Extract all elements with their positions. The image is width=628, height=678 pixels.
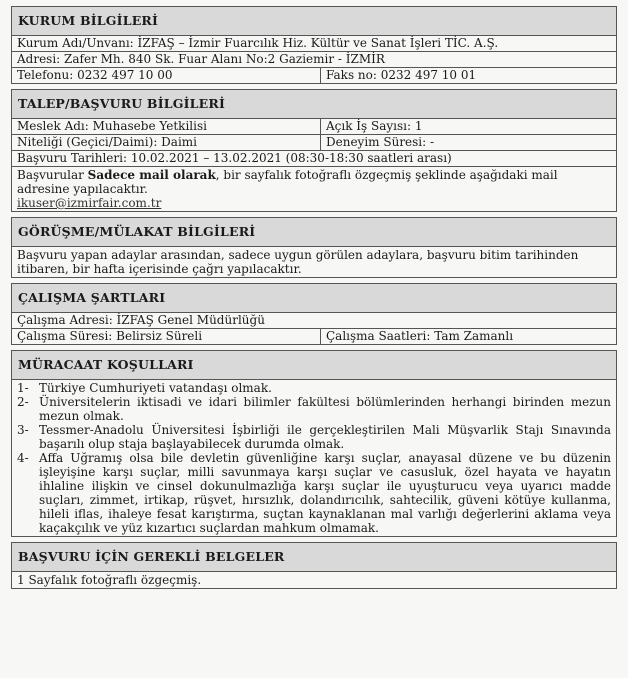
list-item-number: 2- <box>17 395 29 409</box>
apply-text-pre: Başvurular <box>17 168 88 182</box>
calisma-address-row <box>11 313 617 329</box>
kurum-name: Kurum Adı/Unvanı: İZFAŞ – İzmir Fuarcılık Hiz. Kültür ve Sanat İşleri TİC. A.Ş. <box>17 36 499 50</box>
talep-experience: Deneyim Süresi: - <box>320 135 616 150</box>
kurum-name-row <box>11 36 617 52</box>
section-heading-kurum: KURUM BİLGİLERİ <box>11 6 617 36</box>
kurum-fax: Faks no: 0232 497 10 01 <box>320 68 616 83</box>
muracaat-list-block <box>11 380 617 537</box>
talep-job-row <box>11 119 617 135</box>
list-item-text: Türkiye Cumhuriyeti vatandaşı olmak. <box>39 381 272 395</box>
list-item-text: Üniversitelerin iktisadi ve idari bilimler fakültesi bölümlerinden herhangi birinden mezun mezun olmak. <box>39 395 611 423</box>
talep-dates: Başvuru Tarihleri: 10.02.2021 – 13.02.2021 (08:30-18:30 saatleri arası) <box>17 151 452 165</box>
talep-apply-info <box>11 167 617 212</box>
kurum-address-row <box>11 52 617 68</box>
list-item <box>17 395 611 423</box>
calisma-duration-row <box>11 329 617 345</box>
gorusme-text: Başvuru yapan adaylar arasından, sadece uygun görülen adaylara, başvuru bitim tarihinden itibaren, bir hafta içerisinde çağrı yapılacaktır. <box>11 247 617 278</box>
kurum-address: Adresi: Zafer Mh. 840 Sk. Fuar Alanı No:2 Gaziemir - İZMİR <box>17 52 385 66</box>
talep-job: Meslek Adı: Muhasebe Yetkilisi <box>17 119 207 133</box>
list-item-number: 3- <box>17 423 29 437</box>
list-item-number: 1- <box>17 381 29 395</box>
talep-type-row <box>11 135 617 151</box>
muracaat-list <box>17 381 611 535</box>
kurum-contact-row <box>11 68 617 84</box>
talep-openings: Açık İş Sayısı: 1 <box>320 119 616 134</box>
talep-dates-row <box>11 151 617 167</box>
section-heading-belgeler: BAŞVURU İÇİN GEREKLİ BELGELER <box>11 542 617 572</box>
calisma-hours: Çalışma Saatleri: Tam Zamanlı <box>320 329 616 344</box>
talep-type: Niteliği (Geçici/Daimi): Daimi <box>17 135 197 149</box>
section-heading-gorusme: GÖRÜŞME/MÜLAKAT BİLGİLERİ <box>11 217 617 247</box>
list-item-text: Affa Uğramış olsa bile devletin güvenliğine karşı suçlar, anayasal düzene ve bu düzenin işleyişine karşı suçlar, milli savunmaya karşı suçlar ve casusluk, özel hayata ve hayatın ihlaline ilişkin ve cinsel dokunulmazlığa karşı suçlar ile uyuşturucu veya uyarıcı madde suçları, zimmet, irtikap, rüşvet, hırsızlık, dolandırıcılık, sahtecilik, güveni kötüye kullanma, hileli iflas, ihaleye fesat karıştırma, suçtan kaynaklanan mal varlığı değerlerini aklama veya kaçakçılık ve yüz kızartıcı suçlardan mahkum olmamak. <box>39 451 611 535</box>
list-item-text: Tessmer-Anadolu Üniversitesi İşbirliği ile gerçekleştirilen Mali Müşvarlik Stajı Sınavında başarılı olup staja başlayabilecek durumda olmak. <box>39 423 611 451</box>
section-heading-muracaat: MÜRACAAT KOŞULLARI <box>11 350 617 380</box>
kurum-phone: Telefonu: 0232 497 10 00 <box>17 68 173 82</box>
list-item <box>17 381 611 395</box>
job-posting-document <box>11 6 617 589</box>
calisma-address: Çalışma Adresi: İZFAŞ Genel Müdürlüğü <box>17 313 265 327</box>
apply-text-bold: Sadece mail olarak <box>87 168 216 182</box>
section-heading-calisma: ÇALIŞMA ŞARTLARI <box>11 283 617 313</box>
list-item-number: 4- <box>17 451 29 465</box>
belgeler-text: 1 Sayfalık fotoğraflı özgeçmiş. <box>11 572 617 589</box>
apply-text-post: , bir sayfalık fotoğraflı özgeçmiş şeklinde aşağıdaki mail adresine yapılacaktır. <box>17 168 558 196</box>
section-heading-talep: TALEP/BAŞVURU BİLGİLERİ <box>11 89 617 119</box>
calisma-duration: Çalışma Süresi: Belirsiz Süreli <box>17 329 203 343</box>
list-item <box>17 451 611 535</box>
email-link[interactable]: ikuser@izmirfair.com.tr <box>17 196 162 210</box>
list-item <box>17 423 611 451</box>
